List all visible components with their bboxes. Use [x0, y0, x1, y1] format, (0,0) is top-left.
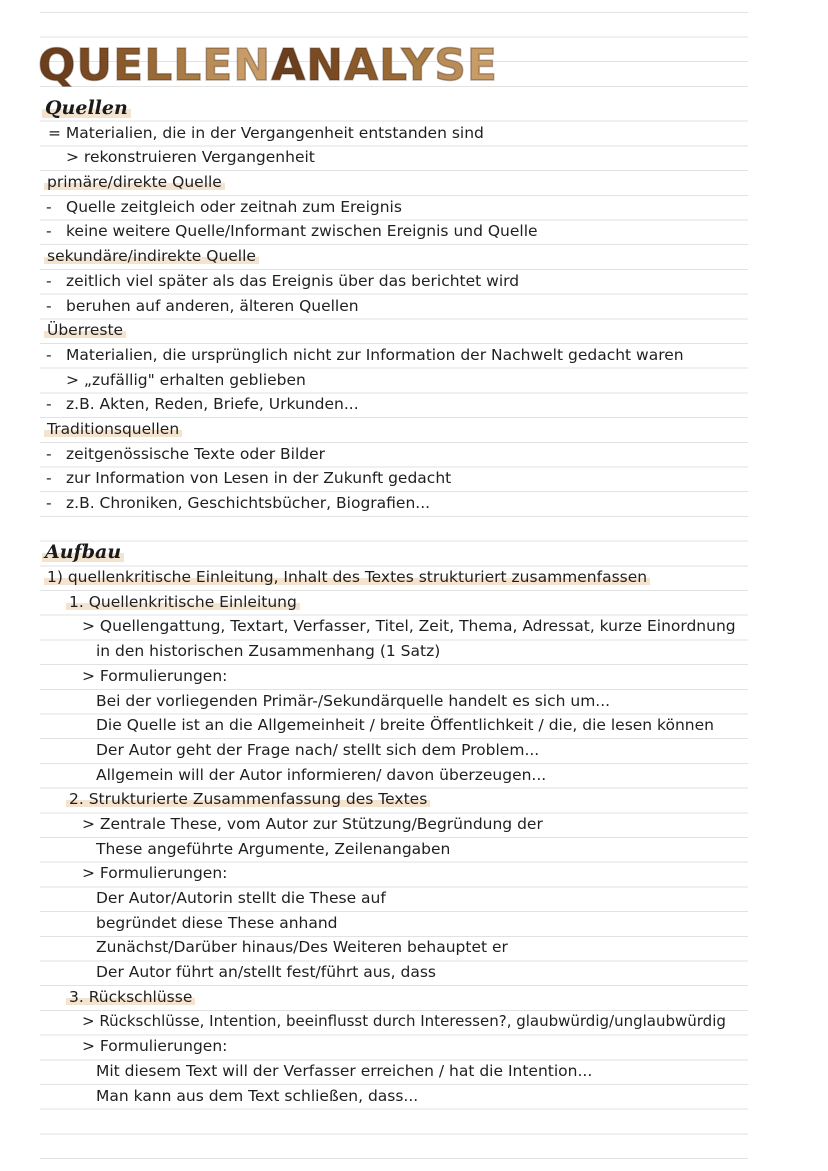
title-letter: E	[466, 40, 498, 91]
list-item: - zur Information von Lesen in der Zukunft gedacht	[46, 469, 452, 488]
title-letter: E	[202, 40, 234, 91]
left-margin	[0, 0, 40, 1171]
title-letter: L	[144, 40, 174, 91]
definition-sub: > rekonstruieren Vergangenheit	[66, 148, 315, 167]
bullet-point-cont: in den historischen Zusammenhang (1 Satz)	[96, 642, 441, 661]
list-item: - keine weitere Quelle/Informant zwischen Ereignis und Quelle	[46, 222, 538, 241]
heading-quellen: Quellen	[40, 96, 788, 121]
phrase: Der Autor/Autorin stellt die These auf	[96, 889, 386, 907]
page-title	[38, 38, 498, 94]
title-letter: S	[434, 40, 467, 91]
phrase: Zunächst/Darüber hinaus/Des Weiteren behauptet er	[96, 938, 508, 957]
label-tradition: Traditionsquellen	[40, 417, 788, 442]
section-title: 2. Strukturierte Zusammenfassung des Textes	[40, 787, 788, 812]
right-margin	[788, 0, 828, 1171]
label-primaer: primäre/direkte Quelle	[40, 170, 788, 195]
label-ueberreste: Überreste	[40, 318, 788, 343]
notes-body	[40, 96, 788, 1108]
list-item: - z.B. Chroniken, Geschichtsbücher, Biografien...	[46, 494, 431, 512]
list-item-sub: > „zufällig" erhalten geblieben	[66, 370, 306, 389]
section-title: 3. Rückschlüsse	[40, 985, 788, 1010]
aufbau-step-1: 1) quellenkritische Einleitung, Inhalt des Textes strukturiert zusammenfassen	[40, 565, 788, 590]
list-item: - zeitgenössische Texte oder Bilder	[46, 444, 326, 463]
title-letter: Q	[38, 40, 77, 91]
bullet-point: > Zentrale These, vom Autor zur Stützung/Begründung der	[82, 814, 543, 833]
phrase: Die Quelle ist an die Allgemeinheit / breite Öffentlichkeit / die, die lesen können	[96, 716, 714, 735]
phrase: Der Autor führt an/stellt fest/führt aus, dass	[96, 963, 436, 982]
title-letter: E	[113, 40, 145, 91]
section-gap	[40, 516, 788, 541]
phrase: Der Autor geht der Frage nach/ stellt sich dem Problem...	[96, 740, 540, 759]
title-letter: Y	[401, 40, 435, 91]
list-item: - Quelle zeitgleich oder zeitnah zum Ereignis	[46, 197, 402, 216]
label-sekundaer: sekundäre/indirekte Quelle	[40, 244, 788, 269]
title-letter: N	[306, 40, 345, 91]
list-item: - z.B. Akten, Reden, Briefe, Urkunden...	[46, 395, 359, 414]
phrase: Bei der vorliegenden Primär-/Sekundärquelle handelt es sich um...	[96, 691, 611, 710]
heading-aufbau: Aufbau	[40, 540, 788, 565]
title-letter: N	[233, 40, 272, 91]
title-letter: L	[173, 40, 203, 91]
title-letter: A	[344, 40, 380, 91]
definition: = Materialien, die in der Vergangenheit entstanden sind	[48, 123, 484, 142]
bullet-point: > Formulierungen:	[82, 864, 228, 883]
title-letter: A	[271, 40, 307, 91]
phrase: Mit diesem Text will der Verfasser erreichen / hat die Intention...	[96, 1061, 593, 1080]
phrase: Man kann aus dem Text schließen, dass...	[96, 1086, 419, 1105]
bullet-point: > Quellengattung, Textart, Verfasser, Titel, Zeit, Thema, Adressat, kurze Einordnung	[82, 617, 736, 636]
section-title: 1. Quellenkritische Einleitung	[40, 590, 788, 615]
bullet-point: > Rückschlüsse, Intention, beeinflusst durch Interessen?, glaubwürdig/unglaubwürdig	[82, 1012, 726, 1031]
bullet-point: > Formulierungen:	[82, 666, 228, 685]
bullet-point: > Formulierungen:	[82, 1037, 228, 1056]
bullet-point-cont: These angeführte Argumente, Zeilenangaben	[96, 839, 451, 858]
list-item: - Materialien, die ursprünglich nicht zur Information der Nachwelt gedacht waren	[46, 345, 684, 364]
phrase: begründet diese These anhand	[96, 913, 338, 932]
phrase: Allgemein will der Autor informieren/ davon überzeugen...	[96, 765, 547, 784]
list-item: - beruhen auf anderen, älteren Quellen	[46, 296, 359, 315]
title-letter: L	[379, 40, 402, 91]
list-item: - zeitlich viel später als das Ereignis über das berichtet wird	[46, 271, 520, 290]
title-letter: U	[76, 40, 114, 91]
